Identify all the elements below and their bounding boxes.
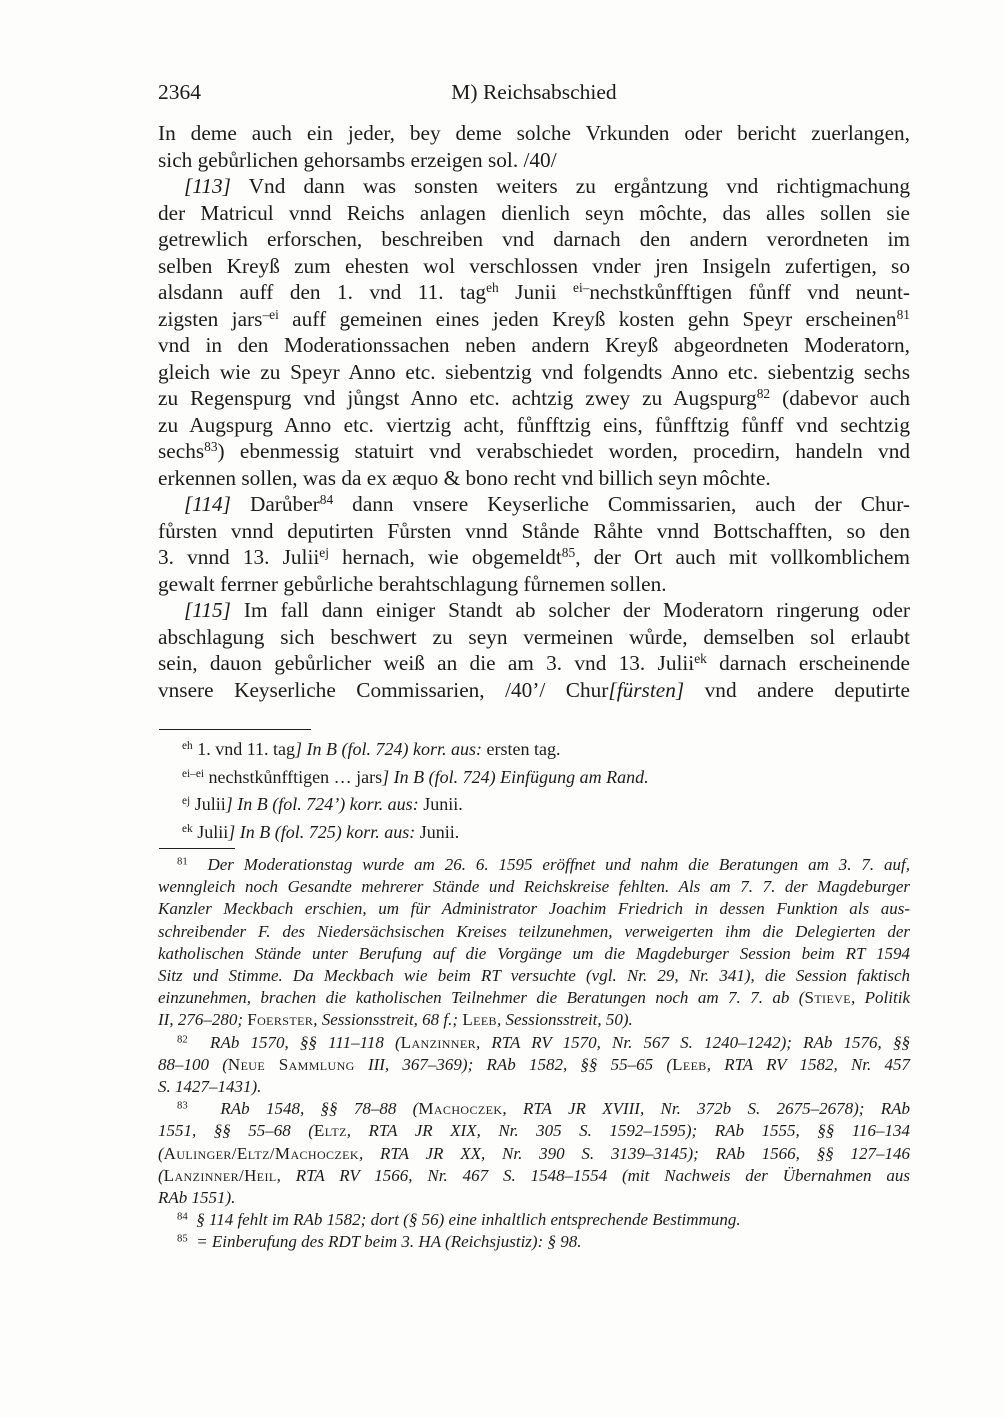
text-segment: hernach, wie obgemeldt: [328, 545, 562, 569]
footnote-81-line: [158, 1009, 910, 1031]
body-line: [158, 147, 910, 174]
text-segment: , RTA JR XIX, Nr. 305 S. 1592–1595); RAb 1555, §§ 116–134: [346, 1121, 910, 1141]
text-segment: (dabevor auch: [770, 386, 910, 410]
text-segment: darnach erscheinende: [706, 651, 911, 675]
text-segment: Leeb: [462, 1010, 497, 1030]
footnotes: [158, 854, 910, 1254]
text-segment: Der Moderationstag wurde am 26. 6. 1595 eröffnet und nahm die Beratungen am 3. 7. auf,: [187, 855, 910, 874]
body-line: [158, 465, 910, 492]
superscript-reference: 84: [177, 1210, 188, 1223]
body-line: [158, 544, 910, 571]
text-segment: einzunehmen, brachen die katholischen Teilnehmer die Beratungen noch am 7. 7. ab (: [158, 988, 805, 1008]
text-segment: [fürsten]: [608, 677, 685, 702]
text-segment: Julii: [192, 821, 229, 842]
footnote-83-line: [158, 1165, 910, 1187]
text-segment: RAb 1548, §§ 78–88 (: [187, 1099, 419, 1119]
text-segment: sechs: [158, 439, 205, 463]
footnote-83-line: [158, 1143, 910, 1165]
body-line: [158, 624, 910, 651]
footnote-83-line: [158, 1120, 910, 1142]
text-segment: ] In B (fol. 724’) korr. aus:: [225, 794, 419, 814]
footnote-85-line: [158, 1231, 910, 1253]
footnote-81-line: [158, 921, 910, 943]
superscript-reference: 82: [177, 1033, 188, 1046]
body-line: [158, 412, 910, 439]
text-segment: wenngleich noch Gesandte mehrerer Stände und Reichskreise fehlten. Als am 7. 7. der Magdeburger: [158, 877, 910, 897]
body-line: [158, 120, 910, 147]
body-line: [158, 491, 910, 518]
text-segment: [114]: [184, 492, 231, 516]
text-segment: auff gemeinen eines jeden Kreyß kosten gehn Speyr erscheinen: [278, 306, 897, 331]
text-segment: , Sessionsstreit, 50).: [496, 1010, 633, 1030]
text-segment: Machoczek: [418, 1099, 503, 1119]
text-segment: Lanzinner: [400, 1032, 476, 1052]
superscript-reference: ei–: [573, 280, 590, 296]
footnote-81-line: [158, 943, 910, 965]
text-segment: nechstkůnfftigen … jars: [204, 766, 383, 787]
text-segment: , RTA RV 1582, Nr. 457: [706, 1054, 910, 1074]
text-segment: ersten tag.: [482, 739, 561, 759]
text-segment: , RTA JR XVIII, Nr. 372b S. 2675–2678); RAb: [502, 1099, 911, 1119]
text-segment: ] In B (fol. 725) korr. aus:: [228, 821, 416, 842]
footnote-82-line: [158, 1054, 910, 1076]
text-segment: alsdann auff den 1. vnd 11. tag: [158, 280, 487, 304]
text-segment: Junii.: [418, 794, 463, 814]
footnote-81-line: [158, 876, 910, 898]
text-segment: fůrsten vnnd deputirten Fůrsten vnnd Stånde Råhte vnnd Bottschafften, so den: [158, 518, 910, 543]
text-segment: 88–100 (: [158, 1054, 228, 1074]
text-segment: , der Ort auch mit vollkomblichem: [575, 545, 910, 569]
text-segment: , RTA RV 1566, Nr. 467 S. 1548–1554 (mit Nachweis der Übernahmen aus: [276, 1165, 910, 1185]
superscript-reference: 81: [177, 855, 188, 868]
superscript-reference: eh: [486, 280, 499, 296]
text-segment: Eltz: [313, 1121, 347, 1141]
apparatus-line: [158, 736, 910, 764]
text-segment: [115]: [184, 598, 231, 622]
body-line: [158, 518, 910, 545]
text-segment: , RTA RV 1570, Nr. 567 S. 1240–1242); RAb 1576, §§: [475, 1032, 910, 1052]
text-segment: zigsten jars: [158, 306, 263, 331]
superscript-reference: 83: [204, 439, 218, 455]
text-segment: = Einberufung des RDT beim 3. HA (Reichsjustiz): § 98.: [187, 1232, 582, 1252]
text-segment: erkennen sollen, was da ex æquo & bono recht vnd billich seyn môchte.: [158, 465, 771, 490]
text-segment: ] In B (fol. 724) Einfügung am Rand.: [382, 766, 649, 787]
text-segment: vnd in den Moderationssachen neben andern Kreyß abgeordneten Moderatorn,: [158, 333, 910, 357]
text-segment: (: [158, 1165, 164, 1185]
text-segment: Julii: [190, 794, 226, 814]
text-segment: der Matricul vnnd Reichs anlagen dienlich seyn môchte, das alles sollen sie: [158, 200, 910, 225]
text-segment: [113]: [184, 174, 231, 198]
apparatus-separator-rule: [159, 729, 311, 730]
running-head: M) Reichsabschied: [451, 80, 617, 104]
footnote-81-line: [158, 898, 910, 920]
text-segment: Sitz und Stimme. Da Meckbach wie beim RT versuchte (vgl. Nr. 29, Nr. 341), die Session faktisch: [158, 966, 910, 986]
body-line: [158, 677, 910, 704]
text-segment: vnd andere deputirte: [684, 677, 910, 702]
body-line: [158, 438, 910, 465]
text-segment: II, 276–280;: [158, 1010, 248, 1030]
superscript-reference: ej: [182, 795, 191, 808]
text-segment: , RTA JR XX, Nr. 390 S. 3139–3145); RAb 1566, §§ 127–146: [358, 1143, 910, 1163]
text-segment: ] In B (fol. 724) korr. aus:: [295, 739, 483, 759]
body-line: [158, 306, 910, 333]
text-segment: Foerster: [247, 1010, 314, 1030]
text-segment: Lanzinner/Heil: [163, 1165, 277, 1185]
text-segment: katholischen Stände unter Berufung auf die Vorgänge um die Magdeburger Session beim RT 1594: [158, 943, 910, 963]
text-block: [158, 79, 910, 1254]
footnotes-separator-rule: [159, 848, 235, 849]
text-segment: RAb 1570, §§ 111–118 (: [187, 1032, 401, 1052]
superscript-reference: –ei: [262, 306, 279, 322]
text-segment: sein, dauon gebůrlicher weiß an die am 3. vnd 13. Julii: [158, 651, 695, 675]
footnote-81-line: [158, 854, 910, 876]
superscript-reference: 83: [177, 1099, 188, 1112]
superscript-reference: 84: [319, 492, 334, 508]
text-segment: Im fall dann einiger Standt ab solcher der Moderatorn ringerung oder: [230, 598, 910, 622]
text-segment: Neue Sammlung: [227, 1054, 355, 1074]
text-segment: nechstkůnfftigen fůnff vnd neunt-: [589, 280, 910, 304]
text-segment: gewalt ferrner gebůrliche berahtschlagung fůrnemen sollen.: [158, 571, 667, 596]
text-segment: Junii.: [415, 821, 460, 842]
text-segment: abschlagung sich beschwert zu seyn vermeinen wůrde, demselben sol erlaubt: [158, 624, 910, 649]
text-segment: , Politik: [850, 988, 910, 1008]
critical-apparatus: [158, 736, 910, 846]
body-line: [158, 385, 910, 412]
superscript-reference: ej: [319, 545, 329, 561]
text-segment: selben Kreyß zum ehesten wol verschlossen vnder jren Insigeln zufertigen, so: [158, 253, 910, 278]
footnote-83-line: [158, 1098, 910, 1120]
text-segment: S. 1427–1431).: [158, 1077, 262, 1097]
superscript-reference: eh: [182, 740, 193, 753]
body-line: [158, 359, 910, 386]
footnote-84-line: [158, 1209, 910, 1231]
text-segment: § 114 fehlt im RAb 1582; dort (§ 56) eine inhaltlich entsprechende Bestimmung.: [187, 1210, 741, 1230]
body-line: [158, 279, 910, 306]
text-segment: gleich wie zu Speyr Anno etc. siebentzig vnd folgendts Anno etc. siebentzig sechs: [158, 359, 910, 384]
text-segment: 1551, §§ 55–68 (: [158, 1121, 314, 1141]
body-line: [158, 571, 910, 598]
body-line: [158, 253, 910, 280]
body-line: [158, 226, 910, 253]
text-segment: getrewlich erforschen, beschreiben vnd darnach den andern verordneten im: [158, 227, 910, 251]
text-segment: ) ebenmessig statuirt vnd verabschiedet worden, procedirn, handeln vnd: [217, 439, 910, 463]
text-segment: Aulinger/Eltz/Machoczek: [163, 1143, 359, 1163]
text-segment: Kanzler Meckbach erschien, um für Administrator Joachim Friedrich in dessen Funktion als aus-: [158, 899, 910, 919]
body-line: [158, 173, 910, 200]
body-line: [158, 200, 910, 227]
text-segment: (: [158, 1143, 164, 1163]
text-segment: sich gebůrlichen gehorsambs erzeigen sol. /40/: [158, 147, 557, 172]
text-segment: III, 367–369); RAb 1582, §§ 55–65 (: [354, 1054, 673, 1074]
body-text: [158, 120, 910, 703]
apparatus-line: [158, 791, 910, 819]
text-segment: zu Regenspurg vnd jůngst Anno etc. achtzig zwey zu Augspurg: [158, 386, 757, 410]
superscript-reference: ek: [694, 651, 707, 667]
text-segment: vnsere Keyserliche Commissarien, /40’/ Chur: [158, 677, 609, 702]
text-segment: Leeb: [672, 1054, 707, 1074]
text-segment: In deme auch ein jeder, bey deme solche Vrkunden oder bericht zuerlangen,: [158, 121, 910, 145]
text-segment: Vnd dann was sonsten weiters zu ergåntzung vnd richtigmachung: [230, 174, 910, 198]
body-line: [158, 332, 910, 359]
superscript-reference: 81: [896, 306, 910, 322]
footnote-81-line: [158, 987, 910, 1009]
superscript-reference: ek: [182, 822, 193, 835]
text-segment: schreibender F. des Niedersächsischen Kreises teilzunehmen, verweigerten ihm die Delegierten der: [158, 921, 910, 941]
text-segment: zu Augspurg Anno etc. viertzig acht, fůnfftzig eins, fůnfftzig fůnff vnd sechtzig: [158, 412, 910, 437]
superscript-reference: ei–ei: [182, 767, 205, 780]
text-segment: , Sessionsstreit, 68 f.;: [313, 1010, 463, 1030]
superscript-reference: 85: [177, 1232, 188, 1245]
text-segment: RAb 1551).: [158, 1188, 236, 1208]
text-segment: Stieve: [804, 988, 851, 1008]
text-segment: dann vnsere Keyserliche Commissarien, auch der Chur-: [333, 492, 911, 516]
text-segment: 3. vnnd 13. Julii: [158, 545, 320, 569]
footnote-83-line: [158, 1187, 910, 1209]
body-line: [158, 650, 910, 677]
text-segment: Darůber: [230, 492, 320, 516]
text-segment: 1. vnd 11. tag: [192, 739, 296, 759]
text-segment: Junii: [498, 280, 574, 304]
page-header: [158, 79, 910, 106]
footnote-81-line: [158, 965, 910, 987]
body-line: [158, 597, 910, 624]
superscript-reference: 85: [561, 545, 576, 561]
apparatus-line: [158, 764, 910, 792]
footnote-82-line: [158, 1076, 910, 1098]
footnote-82-line: [158, 1032, 910, 1054]
page-number: 2364: [158, 80, 201, 104]
superscript-reference: 82: [756, 386, 771, 402]
apparatus-line: [158, 819, 910, 847]
